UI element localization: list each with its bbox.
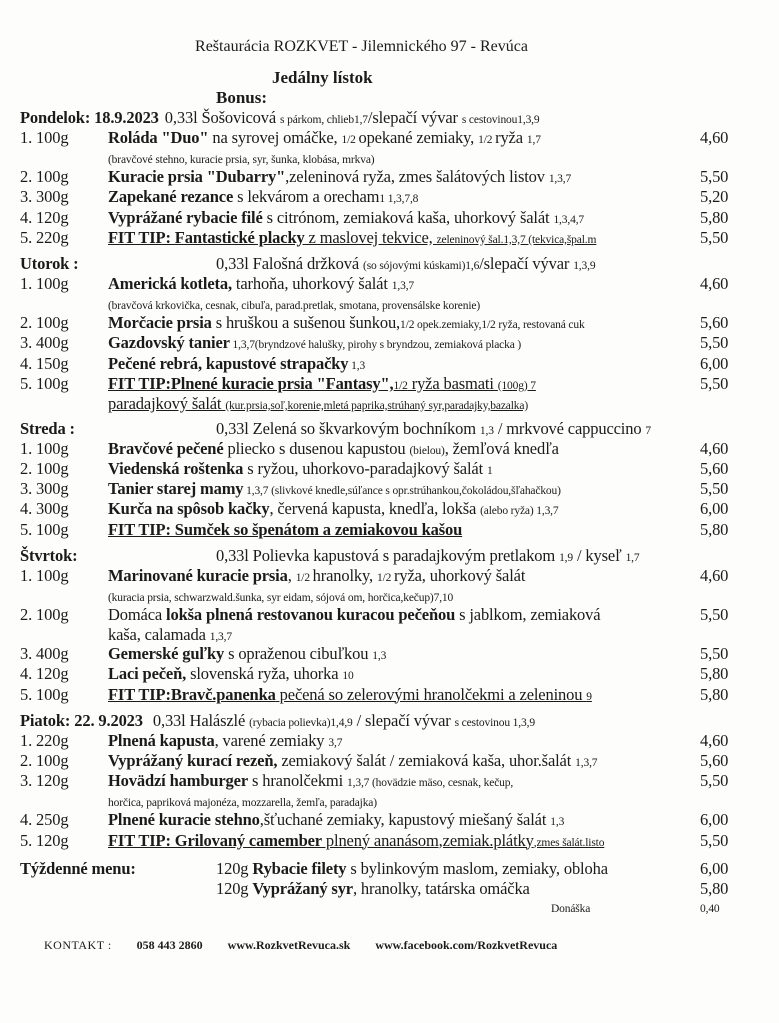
text-segment: kaša, calamada xyxy=(108,625,210,645)
item-number-weight: 3. 300g xyxy=(20,187,69,207)
day-header xyxy=(20,711,760,731)
item-number-weight: 5. 100g xyxy=(20,373,69,393)
item-detail-text xyxy=(108,148,374,167)
item-price: 5,50 xyxy=(700,644,729,664)
text-segment: Morčacie prsia xyxy=(108,313,212,333)
menu-item xyxy=(20,333,760,353)
text-segment: Gemerské guľky xyxy=(108,644,225,664)
text-segment: , červená kapusta, knedľa, lokša xyxy=(269,499,481,519)
text-segment: Hovädzí hamburger xyxy=(108,771,248,791)
item-detail-text xyxy=(108,791,377,810)
text-segment: Kuracie prsia "Dubarry" xyxy=(108,167,286,187)
item-description xyxy=(108,354,365,373)
menu-item xyxy=(20,228,760,248)
item-description xyxy=(108,771,513,790)
item-description xyxy=(108,685,592,704)
text-segment: (alebo ryža) 1,3,7 xyxy=(480,505,559,518)
menu-heading: Jedálny lístok xyxy=(272,68,373,87)
text-segment: 120g xyxy=(216,858,253,878)
item-number-weight: 5. 220g xyxy=(20,227,69,247)
item-price: 5,50 xyxy=(700,333,729,353)
text-segment: tarhoňa, uhorkový šalát xyxy=(231,273,392,293)
text-segment: /slepačí vývar xyxy=(367,108,462,127)
day-header xyxy=(20,419,760,439)
item-price: 5,50 xyxy=(700,167,729,187)
text-segment: 0,33l Zelená so škvarkovým bochníkom xyxy=(216,418,480,438)
day-label: Pondelok: 18.9.2023 xyxy=(20,108,159,127)
menu-item xyxy=(20,731,760,751)
item-price: 4,60 xyxy=(700,128,729,147)
text-segment: , varené zemiaky xyxy=(214,730,329,750)
item-detail xyxy=(20,294,760,313)
text-segment: FIT TIP:Bravč.panenka xyxy=(108,684,276,704)
text-segment: 1,3,7 xyxy=(391,279,415,292)
text-segment: 1,3,7 xyxy=(548,173,572,186)
item-description xyxy=(108,810,564,829)
text-segment: s bylinkovým maslom, zemiaky, obloha xyxy=(346,858,608,878)
text-segment: (kuracia prsia, schwarzwald.šunka, syr eidam, sójová om, horčica,kečup)7,10 xyxy=(108,592,454,604)
item-number-weight: 1. 220g xyxy=(20,730,69,750)
text-segment: Viedenská roštenka xyxy=(108,459,244,479)
text-segment: (bielou) xyxy=(409,444,445,457)
menu-item xyxy=(20,459,760,479)
weekly-menu-label: Týždenné menu: xyxy=(20,858,136,878)
item-price: 4,60 xyxy=(700,438,729,458)
menu-item xyxy=(20,831,760,851)
text-segment: ,šťuchané zemiaky, kapustový miešaný šalát xyxy=(259,810,551,830)
menu-item xyxy=(20,605,760,625)
text-segment: s lekvárom a orecham xyxy=(233,187,380,207)
text-segment: 3,7 xyxy=(328,736,343,749)
menu-item xyxy=(20,751,760,771)
text-segment: Rybacie filety xyxy=(252,858,347,878)
text-segment: 1,3,4,7 xyxy=(553,213,585,226)
text-segment: s hruškou a sušenou šunkou, xyxy=(211,313,401,333)
item-number-weight: 4. 250g xyxy=(20,810,69,830)
text-segment: ryža xyxy=(495,128,527,147)
text-segment: horčica, papriková majonéza, mozzarella, žemľa, paradajka) xyxy=(108,797,377,810)
item-number-weight: 5. 100g xyxy=(20,519,69,539)
menu-item xyxy=(20,566,760,586)
weekly-item-description xyxy=(216,879,530,898)
text-segment: Domáca xyxy=(108,605,167,624)
menu-item xyxy=(20,439,760,459)
text-segment: / kyseľ xyxy=(573,545,626,565)
text-segment: (kur.prsia,soľ,korenie,mletá paprika,strúhaný syr,paradajky,bazalka) xyxy=(225,399,529,412)
contact-facebook: www.facebook.com/RozkvetRevuca xyxy=(375,938,558,952)
menu-item xyxy=(20,644,760,664)
text-segment: 1,7 xyxy=(526,134,541,146)
day-header xyxy=(20,108,760,128)
item-detail-text xyxy=(108,394,528,413)
item-description xyxy=(108,333,521,352)
item-description xyxy=(108,374,536,393)
text-segment: s jablkom, zemiaková xyxy=(455,605,601,624)
text-segment: z maslovej tekvice, xyxy=(304,227,437,247)
item-number-weight: 4. 120g xyxy=(20,207,69,227)
item-detail xyxy=(20,394,760,413)
text-segment: 9 xyxy=(586,690,592,703)
item-description xyxy=(108,479,561,498)
item-price: 5,80 xyxy=(700,207,729,227)
text-segment: / mrkvové cappuccino xyxy=(493,418,646,438)
text-segment: Zapekané rezance xyxy=(108,187,234,207)
item-number-weight: 4. 150g xyxy=(20,353,69,373)
text-segment: s hranolčekmi xyxy=(248,771,348,791)
item-description xyxy=(108,499,559,518)
text-segment: 0,33l Halászlé xyxy=(148,710,250,730)
text-segment: 120g xyxy=(216,878,253,898)
text-segment: opekané zemiaky, xyxy=(358,128,479,147)
item-price: 4,60 xyxy=(700,273,729,293)
weekly-item-price: 6,00 xyxy=(700,858,729,878)
item-description xyxy=(108,831,604,850)
soup-of-day xyxy=(216,419,651,438)
text-segment: FIT TIP: Sumček so špenátom a zemiakovou kašou xyxy=(108,519,463,539)
item-number-weight: 5. 120g xyxy=(20,830,69,850)
menu-item xyxy=(20,520,760,540)
text-segment: / slepačí vývar xyxy=(352,710,455,730)
text-segment: 10 xyxy=(342,670,354,683)
soup-of-day xyxy=(149,711,535,730)
item-price: 5,50 xyxy=(700,605,729,624)
text-segment: 1,3 xyxy=(348,359,366,372)
item-description xyxy=(108,664,354,683)
delivery-label: Donáška xyxy=(551,903,591,916)
text-segment: zemiakový šalát / zemiaková kaša, uhor.šalát xyxy=(277,750,576,770)
text-segment: 1,3,7 xyxy=(575,756,598,769)
contact-phone: 058 443 2860 xyxy=(136,938,203,952)
item-number-weight: 4. 300g xyxy=(20,499,69,519)
item-price: 4,60 xyxy=(700,730,729,750)
menu-item xyxy=(20,208,760,228)
text-segment: hranolky, xyxy=(312,565,378,585)
item-detail-text xyxy=(108,625,232,644)
weekly-menu-item xyxy=(20,859,760,879)
text-segment: Bravčové pečené xyxy=(108,438,224,458)
text-segment: Marinované kuracie prsia xyxy=(108,565,288,585)
menu-item xyxy=(20,274,760,294)
item-description xyxy=(108,605,600,624)
text-segment: Plnené kuracie stehno xyxy=(108,810,260,830)
text-segment: pečená so zelerovými hranolčekmi a zeleninou xyxy=(275,684,587,704)
item-description xyxy=(108,274,414,293)
text-segment: Kurča na spôsob kačky xyxy=(108,499,270,519)
restaurant-title-text: Reštaurácia ROZKVET - Jilemnického 97 - Revúca xyxy=(195,38,528,55)
item-price: 5,80 xyxy=(700,684,729,704)
menu-item xyxy=(20,167,760,187)
text-segment: ryža, uhorkový šalát xyxy=(394,565,526,585)
text-segment: 1,3 xyxy=(479,424,494,437)
menu-item xyxy=(20,313,760,333)
text-segment: 1,3,9 xyxy=(573,259,596,272)
text-segment: s ryžou, uhorkovo-paradajkový šalát xyxy=(243,459,487,479)
text-segment: /slepačí vývar xyxy=(479,253,574,273)
text-segment: paradajkový šalát xyxy=(108,393,226,413)
item-price: 5,60 xyxy=(700,313,729,333)
text-segment: Pečené rebrá, kapustové strapačky xyxy=(108,353,349,373)
item-price: 5,80 xyxy=(700,664,729,684)
item-description xyxy=(108,644,386,663)
item-description xyxy=(108,751,597,770)
item-number-weight: 5. 100g xyxy=(20,684,69,704)
item-description xyxy=(108,459,493,478)
item-price: 5,60 xyxy=(700,459,729,479)
menu-item xyxy=(20,374,760,394)
menu-item xyxy=(20,354,760,374)
item-price: 5,50 xyxy=(700,830,729,850)
item-price: 5,50 xyxy=(700,373,729,393)
text-segment: s cestovinou 1,3,9 xyxy=(454,716,535,729)
item-number-weight: 1. 100g xyxy=(20,128,69,147)
item-detail-text xyxy=(108,294,480,313)
text-segment: (bravčové stehno, kuracie prsia, syr, šunka, klobása, mrkva) xyxy=(108,154,375,167)
menu-item xyxy=(20,771,760,791)
menu-item xyxy=(20,128,760,148)
text-segment: Vyprážaný kurací rezeň, xyxy=(108,750,278,770)
text-segment: 1/2 xyxy=(478,134,496,146)
text-segment: (so sójovými kúskami)1,6 xyxy=(363,259,480,272)
item-price: 5,50 xyxy=(700,771,729,791)
item-number-weight: 3. 120g xyxy=(20,771,69,791)
text-segment: FIT TIP: Fantastické placky xyxy=(108,227,305,247)
item-price: 6,00 xyxy=(700,353,729,373)
weekly-item-description xyxy=(216,859,608,878)
text-segment: slovenská ryža, uhorka xyxy=(186,664,343,684)
text-segment: Vyprážané rybacie filé xyxy=(108,207,263,227)
text-segment: , hranolky, tatárska omáčka xyxy=(352,878,530,898)
item-description xyxy=(108,439,559,458)
item-price: 5,60 xyxy=(700,750,729,770)
text-segment: ryža basmati xyxy=(407,373,498,393)
text-segment: zeleninový šal.1,3,7 (tekvica,špal.m xyxy=(436,233,597,246)
item-detail xyxy=(20,148,760,167)
text-segment: 0,33l Šošovicová xyxy=(164,108,281,127)
item-number-weight: 3. 400g xyxy=(20,333,69,353)
text-segment: 0,33l Polievka kapustová s paradajkovým pretlakom xyxy=(216,545,560,565)
item-number-weight: 1. 100g xyxy=(20,565,69,585)
menu-item xyxy=(20,187,760,207)
day-header xyxy=(20,546,760,566)
item-description xyxy=(108,520,462,539)
text-segment: s cestovinou1,3,9 xyxy=(461,114,540,126)
soup-of-day xyxy=(216,546,640,565)
text-segment: 0,33l Falošná držková xyxy=(216,253,364,273)
text-segment: 1,7 xyxy=(625,551,640,564)
text-segment: 1,3,7 (hovädzie mäso, cesnak, kečup, xyxy=(347,777,514,790)
text-segment: s párkom, chlieb1,7 xyxy=(280,114,368,126)
item-number-weight: 2. 100g xyxy=(20,605,69,624)
text-segment: ,zmes šalát.listo xyxy=(533,836,605,849)
day-label: Piatok: 22. 9.2023 xyxy=(20,710,143,730)
text-segment: s opraženou cibuľkou xyxy=(224,644,373,664)
contact-website: www.RozkvetRevuca.sk xyxy=(227,938,351,952)
text-segment: Americká kotleta, xyxy=(108,273,232,293)
item-description xyxy=(108,208,584,227)
item-description xyxy=(108,167,571,186)
text-segment: 1,3,7 xyxy=(209,631,232,644)
item-number-weight: 2. 100g xyxy=(20,313,69,333)
text-segment: 1/2 xyxy=(377,571,394,584)
text-segment: 1,3,7(bryndzové halušky, pirohy s bryndzou, zemiaková placka ) xyxy=(229,339,522,352)
item-price: 5,50 xyxy=(700,479,729,499)
item-price: 6,00 xyxy=(700,810,729,830)
text-segment: , xyxy=(287,565,296,585)
item-number-weight: 2. 100g xyxy=(20,750,69,770)
item-number-weight: 3. 300g xyxy=(20,479,69,499)
item-number-weight: 1. 100g xyxy=(20,273,69,293)
text-segment: Plnená kapusta xyxy=(108,730,215,750)
item-detail xyxy=(20,625,760,644)
item-detail xyxy=(20,586,760,605)
text-segment: 1/2 opek.zemiaky,1/2 ryža, restovaná cuk xyxy=(400,319,585,332)
item-price: 5,20 xyxy=(700,187,729,207)
menu-item xyxy=(20,664,760,684)
day-label: Štvrtok: xyxy=(20,545,78,565)
text-segment: Vyprážaný syr xyxy=(252,878,353,898)
text-segment: (100g) 7 xyxy=(497,379,536,392)
text-segment: 1,3 xyxy=(372,650,387,663)
text-segment: ,zeleninová ryža, zmes šalátových listov xyxy=(285,167,549,187)
text-segment: 1/2 xyxy=(295,571,313,584)
delivery-price: 0,40 xyxy=(700,903,720,916)
restaurant-title xyxy=(0,38,779,56)
weekly-item-price: 5,80 xyxy=(700,878,729,898)
day-label: Utorok : xyxy=(20,253,79,273)
item-number-weight: 3. 400g xyxy=(20,644,69,664)
item-description xyxy=(108,187,418,206)
menu-item xyxy=(20,810,760,830)
text-segment: FIT TIP: Grilovaný camember xyxy=(108,830,322,850)
item-price: 6,00 xyxy=(700,499,729,519)
text-segment: pliecko s dusenou kapustou xyxy=(223,438,410,458)
day-label: Streda : xyxy=(20,418,75,438)
menu-item xyxy=(20,685,760,705)
menu-list xyxy=(20,108,760,919)
text-segment: lokša plnená restovanou kuracou pečeňou xyxy=(166,605,456,624)
soup-of-day xyxy=(216,254,595,273)
item-price: 5,50 xyxy=(700,227,729,247)
delivery-row xyxy=(20,899,760,919)
text-segment: , žemľová knedľa xyxy=(444,438,559,458)
day-header xyxy=(20,254,760,274)
item-description xyxy=(108,566,525,585)
text-segment: na syrovej omáčke, xyxy=(208,128,342,147)
item-description xyxy=(108,731,342,750)
contact-footer xyxy=(44,938,579,953)
text-segment: 1 1,3,7,8 xyxy=(379,193,419,206)
text-segment: (bravčová krkovička, cesnak, cibuľa, parad.pretlak, smotana, provensálske korenie) xyxy=(108,300,481,313)
item-description xyxy=(108,313,585,332)
contact-label: KONTAKT : xyxy=(44,938,112,952)
text-segment: Tanier starej mamy xyxy=(108,479,244,499)
text-segment: (rybacia polievka)1,4,9 xyxy=(249,716,353,729)
text-segment: Laci pečeň, xyxy=(108,664,187,684)
menu-item xyxy=(20,479,760,499)
text-segment: 1,3 xyxy=(550,816,565,829)
soup-of-day xyxy=(165,108,540,127)
text-segment: 1,3,7 (slivkové knedle,súľance s opr.strúhankou,čokoládou,šľahačkou) xyxy=(243,485,561,498)
item-detail xyxy=(20,791,760,810)
text-segment: s citrónom, zemiaková kaša, uhorkový šalát xyxy=(262,207,554,227)
bonus-label: Bonus: xyxy=(216,88,268,107)
weekly-menu-item xyxy=(20,879,760,899)
item-number-weight: 4. 120g xyxy=(20,664,69,684)
text-segment: FIT TIP:Plnené kuracie prsia "Fantasy", xyxy=(108,373,394,393)
item-description xyxy=(108,128,541,147)
text-segment: 1 xyxy=(487,465,493,478)
text-segment: Gazdovský tanier xyxy=(108,333,230,353)
item-number-weight: 2. 100g xyxy=(20,459,69,479)
item-description xyxy=(108,228,596,247)
item-number-weight: 1. 100g xyxy=(20,438,69,458)
menu-item xyxy=(20,499,760,519)
text-segment: 1,9 xyxy=(559,551,573,564)
text-segment: 7 xyxy=(645,424,652,437)
text-segment: 1/2 xyxy=(341,134,359,146)
text-segment: 1/2 xyxy=(393,379,408,392)
item-number-weight: 2. 100g xyxy=(20,167,69,187)
text-segment: Roláda "Duo" xyxy=(108,128,209,147)
item-price: 5,80 xyxy=(700,519,729,539)
text-segment: plnený ananásom,zemiak.plátky xyxy=(321,830,534,850)
item-price: 4,60 xyxy=(700,565,729,585)
item-detail-text xyxy=(108,586,453,605)
